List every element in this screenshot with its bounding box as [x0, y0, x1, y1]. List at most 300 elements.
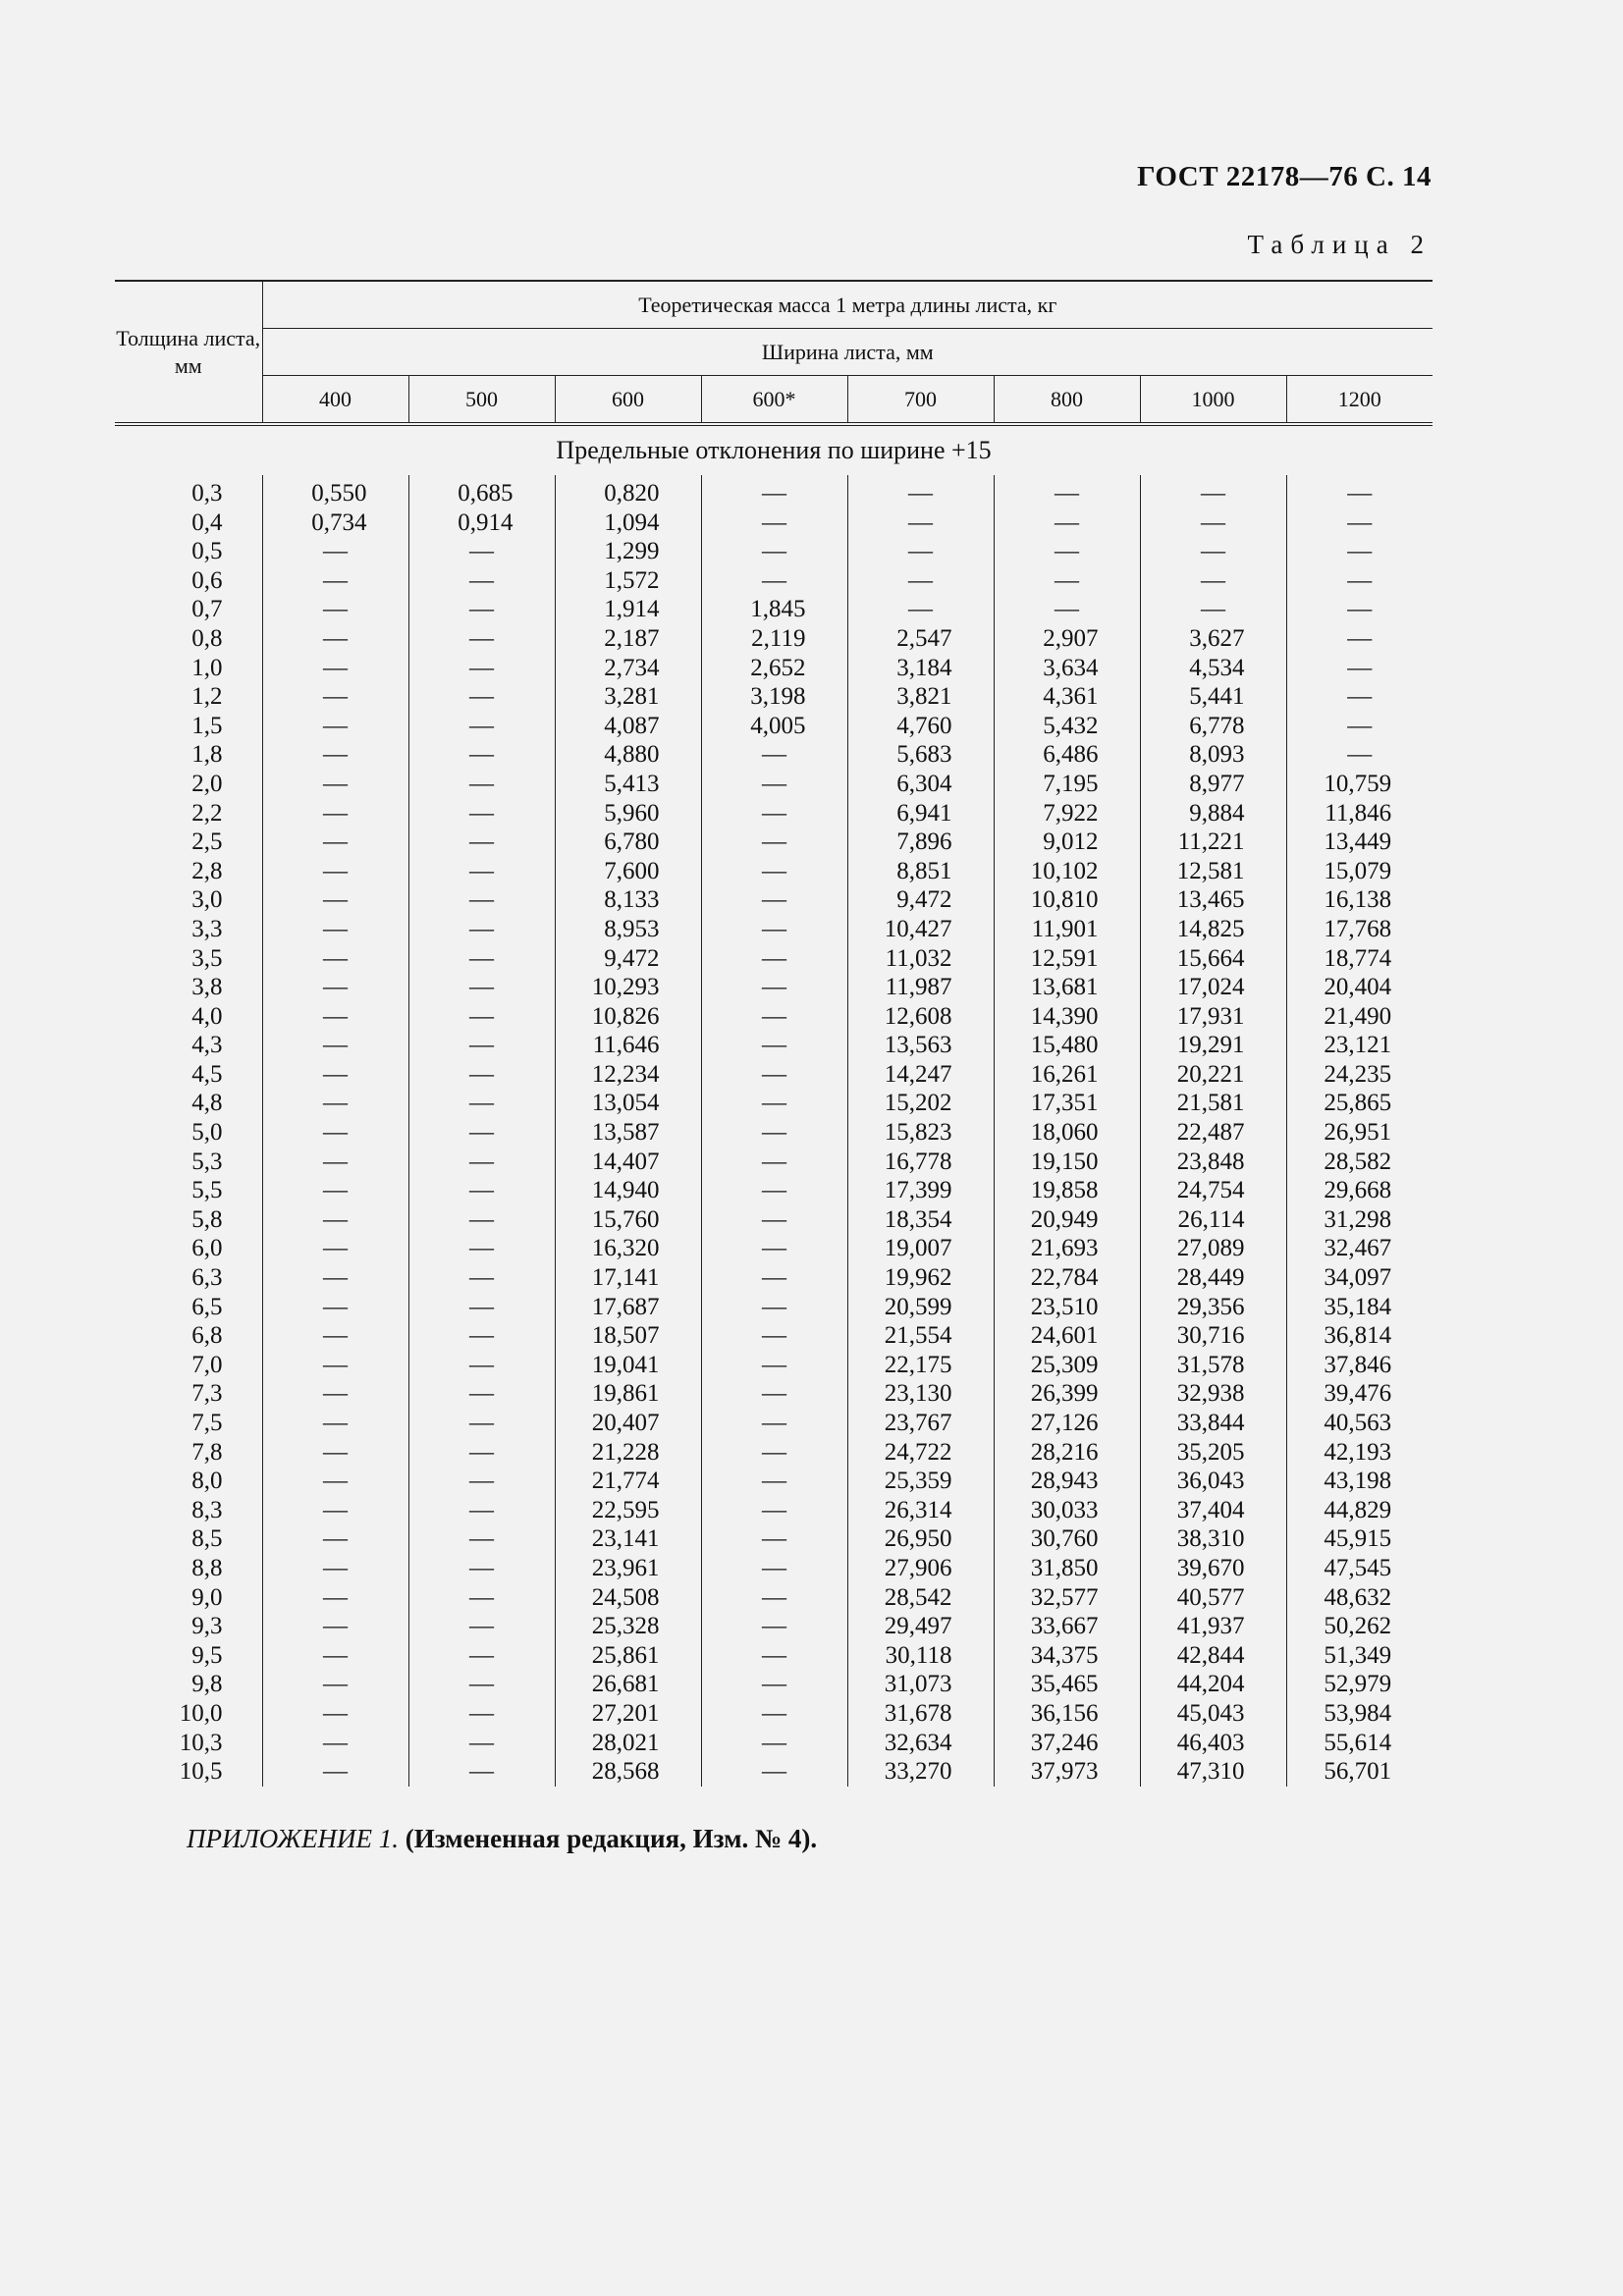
mass-cell: — [701, 915, 847, 944]
mass-cell: — [994, 537, 1140, 566]
mass-cell: 26,114 [1140, 1205, 1286, 1235]
mass-cell: 8,953 [555, 915, 701, 944]
mass-cell: — [408, 1641, 555, 1671]
mass-cell: 45,915 [1286, 1524, 1433, 1554]
mass-cell: — [408, 712, 555, 741]
mass-cell: — [408, 1148, 555, 1177]
mass-cell: 5,413 [555, 770, 701, 799]
mass-cell: — [262, 740, 408, 770]
mass-cell: 5,441 [1140, 682, 1286, 712]
mass-cell: — [701, 1234, 847, 1263]
mass-cell: — [408, 1060, 555, 1090]
mass-cell: — [701, 1060, 847, 1090]
mass-cell: — [701, 944, 847, 974]
mass-cell: 3,627 [1140, 624, 1286, 654]
mass-cell: 18,507 [555, 1321, 701, 1351]
mass-cell: 21,774 [555, 1467, 701, 1496]
mass-cell: — [408, 1118, 555, 1148]
table-row [115, 1205, 1433, 1235]
mass-cell: 4,361 [994, 682, 1140, 712]
mass-cell: — [262, 654, 408, 683]
mass-cell: 4,087 [555, 712, 701, 741]
thickness-cell: 7,0 [191, 1351, 223, 1378]
table-row [115, 1729, 1433, 1758]
mass-cell: 12,234 [555, 1060, 701, 1090]
mass-cell: — [408, 915, 555, 944]
mass-cell: 3,821 [847, 682, 994, 712]
mass-cell: — [408, 537, 555, 566]
mass-cell: — [701, 1148, 847, 1177]
thickness-cell: 8,8 [191, 1554, 223, 1581]
mass-cell: 25,328 [555, 1612, 701, 1641]
mass-cell: 6,941 [847, 799, 994, 828]
mass-cell: 26,399 [994, 1379, 1140, 1409]
mass-cell: — [408, 624, 555, 654]
mass-cell: 29,668 [1286, 1176, 1433, 1205]
mass-cell: 15,760 [555, 1205, 701, 1235]
mass-cell: 0,914 [408, 508, 555, 538]
width-header: 800 [994, 376, 1140, 425]
mass-cell: 24,601 [994, 1321, 1140, 1351]
mass-cell: 17,351 [994, 1089, 1140, 1118]
mass-cell: 47,545 [1286, 1554, 1433, 1583]
mass-cell: 13,465 [1140, 885, 1286, 915]
mass-cell: 21,554 [847, 1321, 994, 1351]
mass-cell: — [408, 1205, 555, 1235]
mass-cell: — [408, 1496, 555, 1525]
mass-cell: — [701, 1699, 847, 1729]
mass-cell: 27,906 [847, 1554, 994, 1583]
thickness-cell: 7,8 [191, 1438, 223, 1466]
mass-cell: 12,608 [847, 1002, 994, 1032]
table-row [115, 1554, 1433, 1583]
table-row [115, 537, 1433, 566]
mass-cell: 13,449 [1286, 828, 1433, 857]
mass-cell: 30,118 [847, 1641, 994, 1671]
mass-cell: 19,861 [555, 1379, 701, 1409]
mass-cell: 20,599 [847, 1293, 994, 1322]
mass-cell: 21,228 [555, 1438, 701, 1468]
mass-cell: 15,664 [1140, 944, 1286, 974]
mass-cell: 18,774 [1286, 944, 1433, 974]
mass-cell: 33,844 [1140, 1409, 1286, 1438]
mass-cell: — [701, 973, 847, 1002]
mass-cell: 28,568 [555, 1757, 701, 1787]
mass-cell: 5,432 [994, 712, 1140, 741]
mass-cell: — [408, 944, 555, 974]
mass-cell: 1,299 [555, 537, 701, 566]
mass-cell: 28,216 [994, 1438, 1140, 1468]
mass-cell: 3,281 [555, 682, 701, 712]
mass-cell: 38,310 [1140, 1524, 1286, 1554]
mass-cell: — [408, 1438, 555, 1468]
table-row [115, 1467, 1433, 1496]
mass-cell: 8,133 [555, 885, 701, 915]
mass-cell: — [262, 1263, 408, 1293]
mass-cell: — [262, 1118, 408, 1148]
mass-cell: 25,309 [994, 1351, 1140, 1380]
table-row [115, 1060, 1433, 1090]
thickness-cell: 9,8 [191, 1671, 223, 1698]
mass-cell: 8,093 [1140, 740, 1286, 770]
thickness-cell: 0,3 [191, 480, 223, 507]
table-row [115, 1263, 1433, 1293]
table-label: Таблица 2 [1247, 230, 1432, 259]
mass-cell: — [262, 944, 408, 974]
mass-cell: — [847, 537, 994, 566]
mass-cell: 32,467 [1286, 1234, 1433, 1263]
thickness-cell: 0,7 [191, 596, 223, 623]
mass-cell: 16,778 [847, 1148, 994, 1177]
mass-cell: 6,780 [555, 828, 701, 857]
thickness-cell: 10,0 [179, 1699, 223, 1727]
mass-cell: 50,262 [1286, 1612, 1433, 1641]
mass-cell: — [408, 1176, 555, 1205]
mass-cell: — [994, 508, 1140, 538]
thickness-cell: 9,0 [191, 1583, 223, 1611]
mass-cell: — [408, 857, 555, 886]
tolerance-caption: Предельные отклонения по ширине +15 [556, 436, 992, 464]
mass-cell: 29,497 [847, 1612, 994, 1641]
mass-cell: 11,646 [555, 1031, 701, 1060]
mass-cell: — [262, 1524, 408, 1554]
mass-cell: 24,235 [1286, 1060, 1433, 1090]
table-row [115, 1379, 1433, 1409]
mass-cell: 20,407 [555, 1409, 701, 1438]
mass-cell: 28,582 [1286, 1148, 1433, 1177]
mass-cell: 40,577 [1140, 1583, 1286, 1613]
table-row [115, 1641, 1433, 1671]
mass-cell: — [701, 1379, 847, 1409]
mass-cell: 17,687 [555, 1293, 701, 1322]
mass-cell: 37,846 [1286, 1351, 1433, 1380]
table-row [115, 1409, 1433, 1438]
table-row [115, 712, 1433, 741]
thickness-cell: 6,8 [191, 1322, 223, 1350]
mass-cell: 19,291 [1140, 1031, 1286, 1060]
thickness-cell: 3,5 [191, 944, 223, 972]
thickness-cell: 9,5 [191, 1641, 223, 1669]
mass-cell: 36,043 [1140, 1467, 1286, 1496]
mass-cell: — [994, 566, 1140, 596]
table-row [115, 1176, 1433, 1205]
width-header: 500 [408, 376, 555, 425]
mass-cell: — [701, 1263, 847, 1293]
mass-cell: 19,962 [847, 1263, 994, 1293]
mass-cell: — [847, 508, 994, 538]
table-row [115, 595, 1433, 624]
mass-cell: — [262, 1002, 408, 1032]
mass-cell: 5,960 [555, 799, 701, 828]
table-row [115, 885, 1433, 915]
mass-cell: 21,581 [1140, 1089, 1286, 1118]
mass-cell: — [262, 1641, 408, 1671]
mass-cell: — [262, 1293, 408, 1322]
mass-cell: — [262, 537, 408, 566]
mass-cell: 27,201 [555, 1699, 701, 1729]
mass-cell: 17,399 [847, 1176, 994, 1205]
mass-cell: 8,851 [847, 857, 994, 886]
mass-cell: — [408, 828, 555, 857]
mass-cell: — [701, 1670, 847, 1699]
width-header: 600 [555, 376, 701, 425]
mass-cell: — [262, 712, 408, 741]
mass-cell: 36,156 [994, 1699, 1140, 1729]
mass-cell: 42,844 [1140, 1641, 1286, 1671]
table-row [115, 475, 1433, 508]
mass-cell: 28,943 [994, 1467, 1140, 1496]
mass-cell: 24,722 [847, 1438, 994, 1468]
mass-cell: 53,984 [1286, 1699, 1433, 1729]
mass-cell: 3,184 [847, 654, 994, 683]
mass-cell: — [701, 1351, 847, 1380]
mass-cell: — [262, 1176, 408, 1205]
thickness-cell: 0,4 [191, 508, 223, 536]
mass-cell: 33,270 [847, 1757, 994, 1787]
mass-cell: — [262, 1321, 408, 1351]
mass-cell: 31,073 [847, 1670, 994, 1699]
mass-cell: 18,060 [994, 1118, 1140, 1148]
mass-cell: 39,476 [1286, 1379, 1433, 1409]
mass-cell: 13,054 [555, 1089, 701, 1118]
table-row [115, 770, 1433, 799]
mass-cell: — [262, 1205, 408, 1235]
thickness-cell: 0,5 [191, 538, 223, 565]
mass-cell: 15,202 [847, 1089, 994, 1118]
mass-cell: 0,685 [408, 475, 555, 508]
mass-cell: 3,634 [994, 654, 1140, 683]
mass-cell: — [1286, 740, 1433, 770]
mass-cell: — [701, 1293, 847, 1322]
mass-cell: — [262, 1438, 408, 1468]
table-row [115, 915, 1433, 944]
mass-cell: 23,767 [847, 1409, 994, 1438]
mass-cell: 19,150 [994, 1148, 1140, 1177]
mass-cell: — [701, 1031, 847, 1060]
mass-cell: — [262, 1409, 408, 1438]
mass-cell: — [408, 1321, 555, 1351]
mass-cell: 16,138 [1286, 885, 1433, 915]
mass-cell: 2,119 [701, 624, 847, 654]
mass-cell: 23,510 [994, 1293, 1140, 1322]
mass-cell: — [262, 1467, 408, 1496]
thickness-cell: 2,5 [191, 828, 223, 856]
mass-cell: 7,896 [847, 828, 994, 857]
mass-cell: 13,587 [555, 1118, 701, 1148]
table-row [115, 1438, 1433, 1468]
mass-cell: — [1140, 595, 1286, 624]
table-row [115, 1002, 1433, 1032]
mass-cell: — [408, 1583, 555, 1613]
thickness-cell: 0,8 [191, 624, 223, 652]
mass-cell: 17,768 [1286, 915, 1433, 944]
mass-cell: 6,304 [847, 770, 994, 799]
width-header: 400 [262, 376, 408, 425]
mass-cell: 26,681 [555, 1670, 701, 1699]
mass-cell: — [262, 624, 408, 654]
thickness-cell: 3,3 [191, 915, 223, 942]
thickness-cell: 7,3 [191, 1380, 223, 1408]
mass-cell: 11,032 [847, 944, 994, 974]
table-row [115, 740, 1433, 770]
mass-cell: — [408, 1670, 555, 1699]
thickness-cell: 5,0 [191, 1119, 223, 1147]
mass-cell: — [847, 595, 994, 624]
mass-cell: 23,961 [555, 1554, 701, 1583]
thickness-cell: 10,3 [179, 1729, 223, 1756]
mass-cell: 2,187 [555, 624, 701, 654]
mass-cell: 35,465 [994, 1670, 1140, 1699]
mass-cell: — [1140, 508, 1286, 538]
mass-cell: 13,681 [994, 973, 1140, 1002]
mass-cell: 29,356 [1140, 1293, 1286, 1322]
mass-cell: 15,480 [994, 1031, 1140, 1060]
mass-cell: — [701, 1496, 847, 1525]
mass-cell: — [262, 1583, 408, 1613]
thickness-cell: 10,5 [179, 1758, 223, 1786]
mass-cell: 32,634 [847, 1729, 994, 1758]
mass-cell: — [1286, 475, 1433, 508]
mass-cell: 8,977 [1140, 770, 1286, 799]
mass-cell: — [262, 1729, 408, 1758]
mass-cell: — [701, 1554, 847, 1583]
mass-cell: — [408, 1554, 555, 1583]
table-row [115, 1496, 1433, 1525]
mass-cell: 0,734 [262, 508, 408, 538]
mass-cell: — [408, 973, 555, 1002]
mass-cell: 56,701 [1286, 1757, 1433, 1787]
thickness-cell: 3,8 [191, 974, 223, 1001]
mass-cell: 21,490 [1286, 1002, 1433, 1032]
thickness-cell: 1,2 [191, 683, 223, 711]
mass-cell: 14,247 [847, 1060, 994, 1090]
mass-cell: — [994, 595, 1140, 624]
mass-cell: — [408, 1467, 555, 1496]
mass-cell: — [262, 1699, 408, 1729]
mass-cell: 17,931 [1140, 1002, 1286, 1032]
thickness-cell: 9,3 [191, 1613, 223, 1640]
mass-cell: 15,079 [1286, 857, 1433, 886]
mass-cell: 33,667 [994, 1612, 1140, 1641]
mass-cell: — [262, 770, 408, 799]
mass-cell: 31,298 [1286, 1205, 1433, 1235]
thickness-cell: 5,5 [191, 1177, 223, 1204]
mass-cell: 14,825 [1140, 915, 1286, 944]
mass-cell: — [701, 1438, 847, 1468]
mass-cell: 37,246 [994, 1729, 1140, 1758]
mass-cell: — [1286, 537, 1433, 566]
mass-cell: — [262, 885, 408, 915]
mass-cell: 6,486 [994, 740, 1140, 770]
mass-cell: — [1286, 654, 1433, 683]
mass-cell: — [262, 828, 408, 857]
mass-cell: 24,508 [555, 1583, 701, 1613]
mass-cell: — [408, 1293, 555, 1322]
mass-cell: — [701, 1321, 847, 1351]
mass-cell: 2,652 [701, 654, 847, 683]
thickness-cell: 2,8 [191, 857, 223, 884]
mass-cell: — [701, 1641, 847, 1671]
mass-cell: 41,937 [1140, 1612, 1286, 1641]
mass-cell: 3,198 [701, 682, 847, 712]
mass-cell: 4,760 [847, 712, 994, 741]
mass-cell: — [701, 566, 847, 596]
mass-cell: 10,826 [555, 1002, 701, 1032]
mass-cell: 0,820 [555, 475, 701, 508]
mass-cell: 51,349 [1286, 1641, 1433, 1671]
mass-cell: 28,021 [555, 1729, 701, 1758]
mass-cell: 31,678 [847, 1699, 994, 1729]
mass-cell: 25,865 [1286, 1089, 1433, 1118]
table-header [115, 281, 1433, 424]
mass-cell: 19,041 [555, 1351, 701, 1380]
mass-cell: 52,979 [1286, 1670, 1433, 1699]
mass-cell: 9,472 [555, 944, 701, 974]
mass-cell: 10,102 [994, 857, 1140, 886]
mass-cell: — [408, 770, 555, 799]
mass-cell: 10,810 [994, 885, 1140, 915]
mass-cell: 40,563 [1286, 1409, 1433, 1438]
mass-cell: 16,320 [555, 1234, 701, 1263]
mass-cell: — [262, 1060, 408, 1090]
width-header: 1200 [1286, 376, 1433, 425]
mass-cell: 1,914 [555, 595, 701, 624]
mass-cell: 46,403 [1140, 1729, 1286, 1758]
thickness-cell: 6,0 [191, 1235, 223, 1262]
mass-cell: — [1286, 508, 1433, 538]
mass-cell: — [701, 1205, 847, 1235]
mass-cell: 14,407 [555, 1148, 701, 1177]
mass-cell: — [408, 740, 555, 770]
mass-cell: — [408, 1002, 555, 1032]
mass-cell: 20,404 [1286, 973, 1433, 1002]
table-row [115, 1031, 1433, 1060]
mass-cell: — [262, 1234, 408, 1263]
table-body [115, 475, 1433, 1787]
mass-cell: — [1140, 475, 1286, 508]
mass-cell: — [262, 1670, 408, 1699]
table-row [115, 1524, 1433, 1554]
table-row [115, 799, 1433, 828]
thickness-cell: 8,5 [191, 1525, 223, 1553]
mass-cell: 25,861 [555, 1641, 701, 1671]
mass-cell: 1,845 [701, 595, 847, 624]
mass-cell: — [262, 1351, 408, 1380]
mass-cell: 11,901 [994, 915, 1140, 944]
mass-cell: — [262, 1148, 408, 1177]
mass-cell: — [408, 1379, 555, 1409]
mass-cell: 14,940 [555, 1176, 701, 1205]
mass-cell: 35,184 [1286, 1293, 1433, 1322]
mass-cell: — [262, 973, 408, 1002]
table-row [115, 1612, 1433, 1641]
mass-cell: — [701, 1467, 847, 1496]
mass-cell: — [847, 566, 994, 596]
mass-cell: 9,884 [1140, 799, 1286, 828]
mass-cell: — [262, 566, 408, 596]
mass-cell: 39,670 [1140, 1554, 1286, 1583]
mass-cell: 9,012 [994, 828, 1140, 857]
mass-cell: 12,591 [994, 944, 1140, 974]
mass-cell: — [408, 799, 555, 828]
mass-cell: — [408, 654, 555, 683]
mass-cell: 21,693 [994, 1234, 1140, 1263]
mass-cell: 20,221 [1140, 1060, 1286, 1090]
mass-cell: 7,195 [994, 770, 1140, 799]
mass-cell: 14,390 [994, 1002, 1140, 1032]
thickness-header: Толщина листа, мм [115, 281, 262, 424]
table-row [115, 1757, 1433, 1787]
